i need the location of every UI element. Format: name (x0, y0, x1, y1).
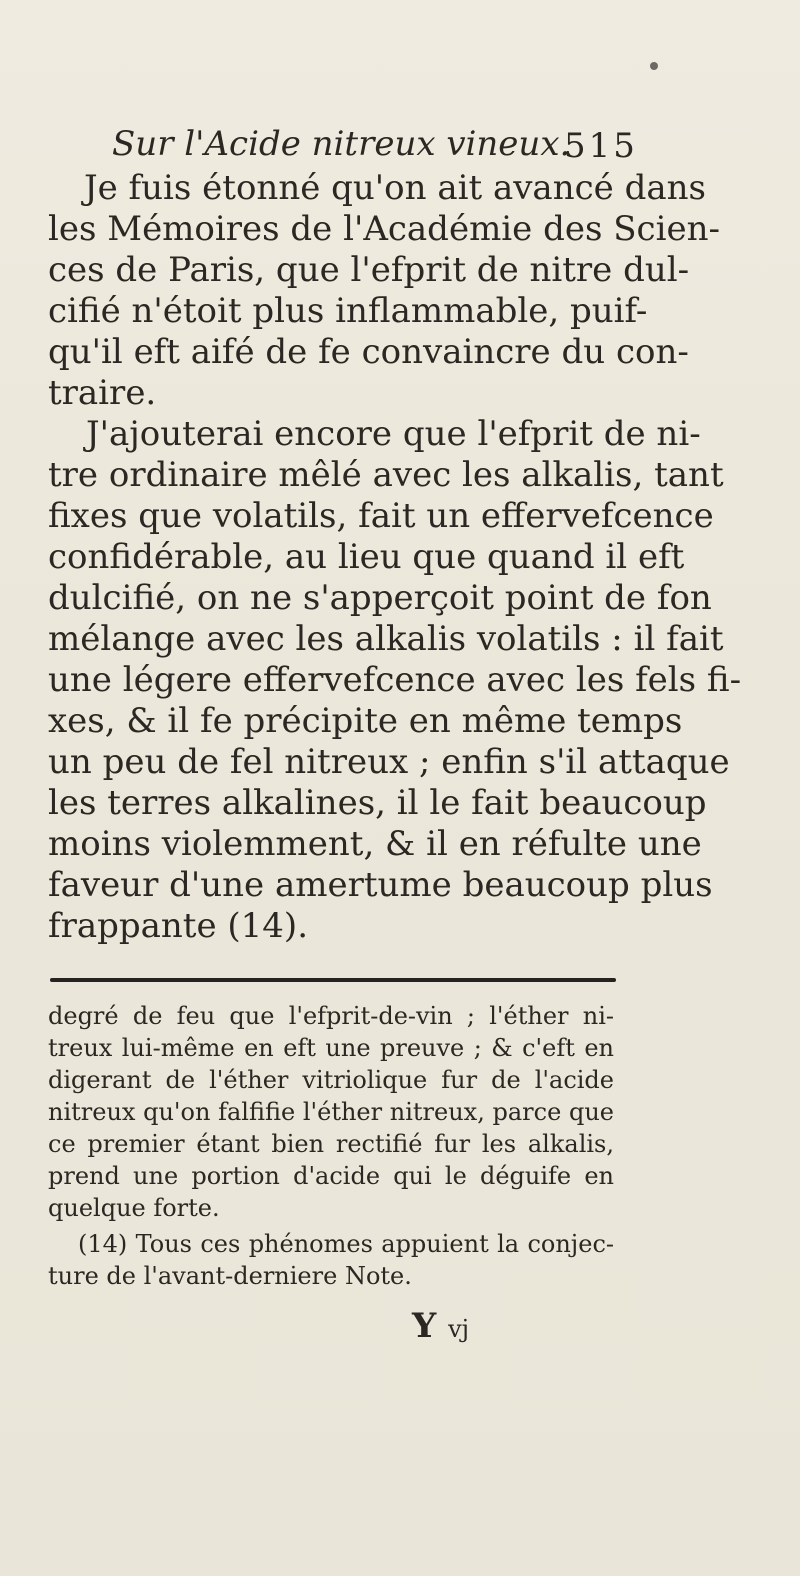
text-line: les Mémoires de l'Académie des Scien- (48, 209, 720, 249)
signature-letter: Y (412, 1306, 437, 1346)
ink-spot (650, 62, 658, 70)
main-text (48, 168, 742, 947)
footnote-paragraph (48, 1000, 614, 1224)
text-line: ces de Paris, que l'efprit de nitre dul- (48, 250, 690, 290)
footnote-line: digerant de l'éther vitriolique fur de l'acide (48, 1066, 614, 1094)
text-line: xes, & il fe précipite en même temps (48, 701, 683, 741)
text-line: fixes que volatils, fait un effervefcence (48, 496, 714, 536)
footnote-line: nitreux qu'on falfifie l'éther nitreux, parce que (48, 1098, 614, 1126)
text-line: une légere effervefcence avec les fels fi- (48, 660, 742, 700)
text-line: traire. (48, 373, 157, 413)
text-line: J'ajouterai encore que l'efprit de ni- (86, 414, 701, 454)
signature-mark (412, 1306, 469, 1346)
paragraph (48, 414, 742, 947)
paragraph (48, 168, 720, 414)
text-line: les terres alkalines, il le fait beaucoup (48, 783, 707, 823)
footnote-line: treux lui-même en eft une preuve ; & c'eft en (48, 1034, 614, 1062)
text-line: frappante (14). (48, 906, 308, 946)
text-line: dulcifié, on ne s'apperçoit point de fon (48, 578, 712, 618)
text-line: cifié n'étoit plus inflammable, puif- (48, 291, 648, 331)
signature-sub: vj (448, 1315, 470, 1343)
text-line: tre ordinaire mêlé avec les alkalis, tant (48, 455, 724, 495)
text-line: confidérable, au lieu que quand il eft (48, 537, 685, 577)
text-line: mélange avec les alkalis volatils : il fait (48, 619, 724, 659)
text-line: Je fuis étonné qu'on ait avancé dans (84, 168, 706, 208)
text-line: moins violemment, & il en réfulte une (48, 824, 702, 864)
footnote-line: prend une portion d'acide qui le déguife en (48, 1162, 614, 1190)
footnote-separator-rule (50, 978, 616, 982)
text-line: un peu de fel nitreux ; enfin s'il attaque (48, 742, 730, 782)
footnote-line: ture de l'avant-derniere Note. (48, 1262, 412, 1290)
footnote-14 (48, 1228, 614, 1292)
running-header (112, 124, 638, 168)
footnote-line: degré de feu que l'efprit-de-vin ; l'éther ni- (48, 1002, 614, 1030)
text-line: faveur d'une amertume beaucoup plus (48, 865, 713, 905)
footnotes (48, 1000, 614, 1292)
footnote-line: ce premier étant bien rectifié fur les alkalis, (48, 1130, 614, 1158)
footnote-line: (14) Tous ces phénomes appuient la conjec- (78, 1230, 614, 1258)
page-number: 515 (564, 126, 638, 166)
footnote-line: quelque forte. (48, 1194, 220, 1222)
running-title: Sur l'Acide nitreux vineux. (112, 124, 571, 164)
text-line: qu'il eft aifé de fe convaincre du con- (48, 332, 689, 372)
